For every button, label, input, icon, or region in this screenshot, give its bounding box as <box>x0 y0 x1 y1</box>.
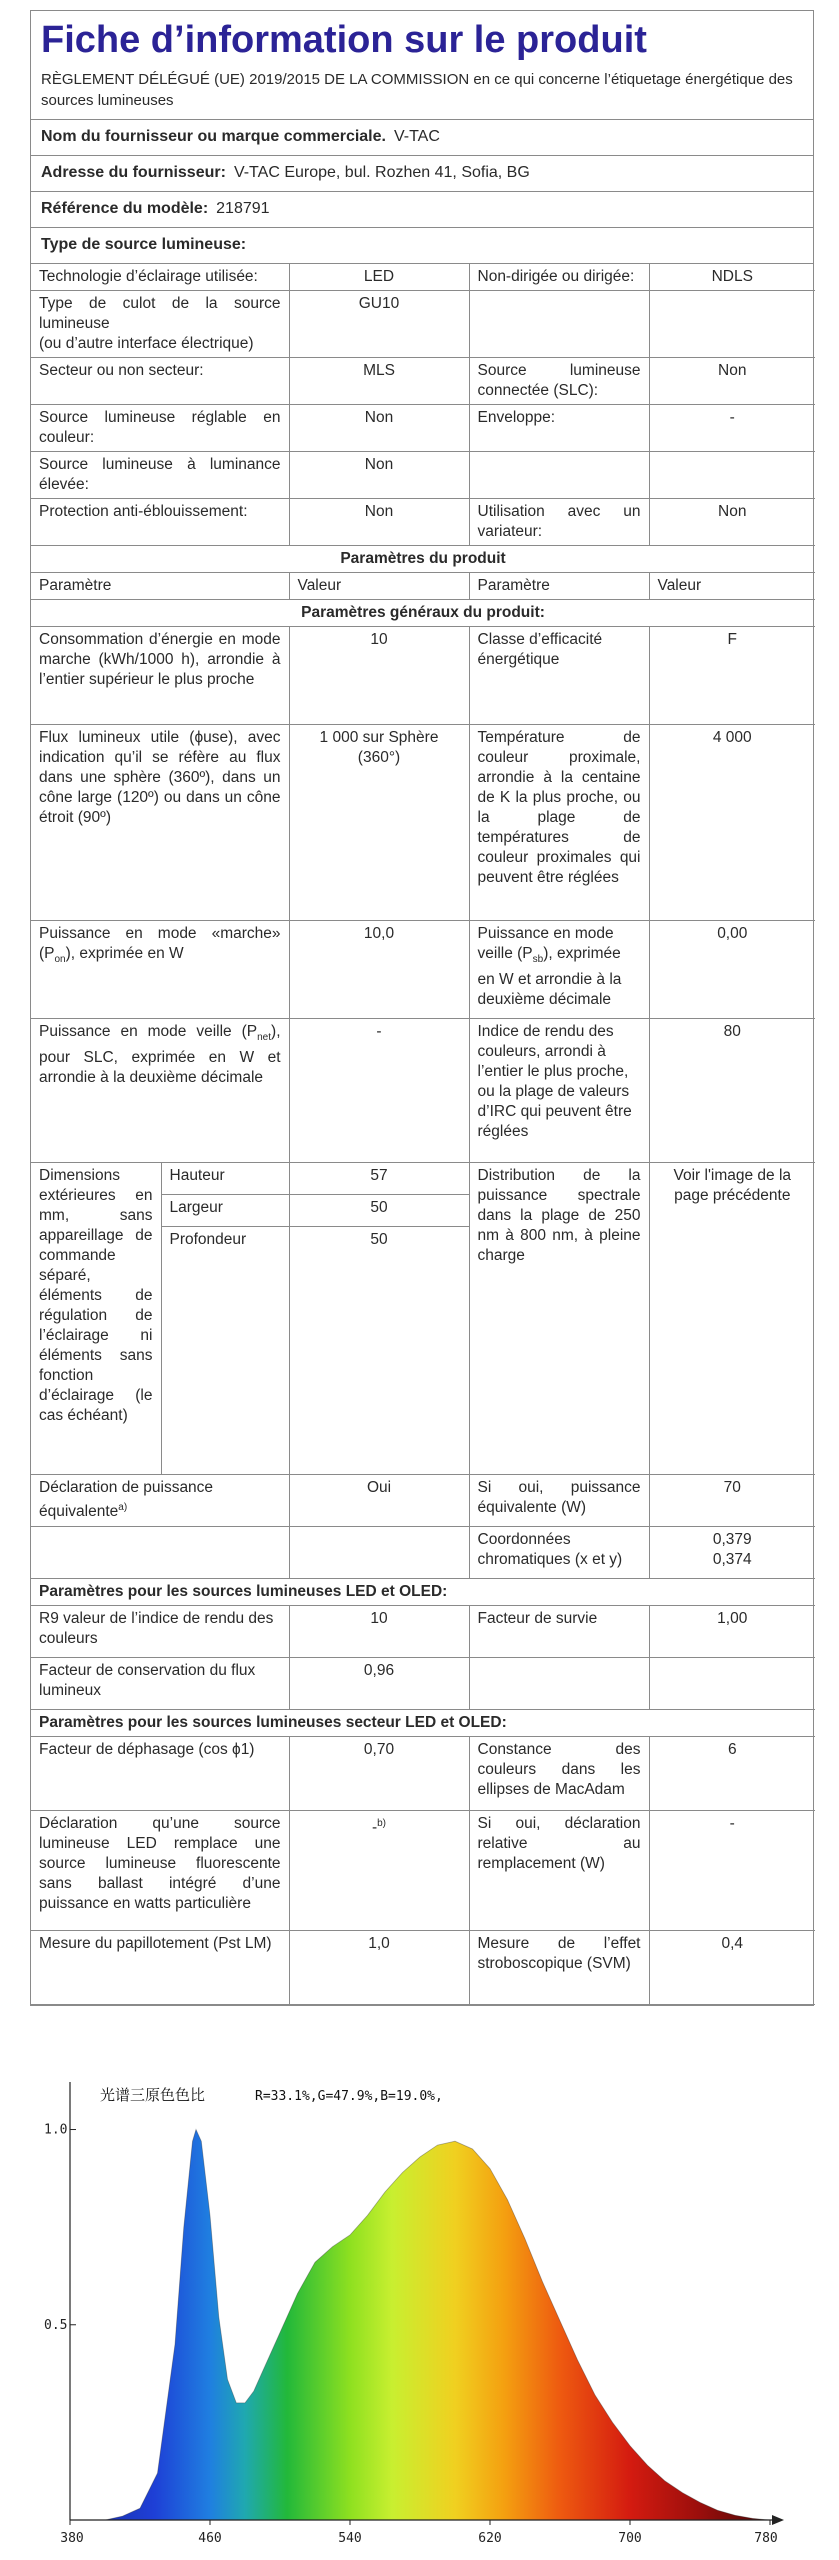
macadam-label: Constance des couleurs dans les ellipses de MacAdam <box>469 1737 649 1811</box>
spectral-distribution-label: Distribution de la puissance spectrale dans la plage de 250 nm à 800 nm, à pleine charge <box>469 1163 649 1475</box>
flicker-value: 1,0 <box>289 1931 469 2005</box>
mains-heading-row <box>31 1710 815 1737</box>
on-power-label <box>31 921 289 1019</box>
col-value-header: Valeur <box>289 573 469 600</box>
equivalent-watts-value: 70 <box>649 1475 815 1527</box>
model-reference-label: Référence du modèle: <box>41 200 209 217</box>
source-type-row <box>31 264 815 291</box>
x-tick-group <box>60 2520 777 2546</box>
y-tick-label: 1.0 <box>44 2122 68 2138</box>
flux-row <box>31 725 815 921</box>
x-tick-label: 620 <box>478 2531 502 2546</box>
chromaticity-row <box>31 1527 815 1579</box>
y-tick-label: 0.5 <box>44 2317 68 2333</box>
flux-label: Flux lumineux utile (ϕuse), avec indication qu’il se réfère au flux dans une sphère (360º), dans un cône large (120º) ou dans un cône étroit (90º) <box>31 725 289 921</box>
standby-power-label-b: ), exprimée en W et arrondie à la deuxième décimale <box>477 945 622 1009</box>
chart-annotation: R=33.1%,G=47.9%,B=19.0%, <box>255 2089 443 2104</box>
replacement-watts-label: Si oui, déclaration relative au remplacement (W) <box>469 1811 649 1931</box>
width-value: 50 <box>289 1195 469 1227</box>
standby-power-label <box>469 921 649 1019</box>
energy-class-label: Classe d’efficacité énergétique <box>469 627 649 725</box>
r9-value: 10 <box>289 1606 469 1658</box>
regulation-text: RÈGLEMENT DÉLÉGUÉ (UE) 2019/2015 DE LA COMMISSION en ce qui concerne l’étiquetage énergétique des sources lumineuses <box>31 65 813 120</box>
tunable-value: Non <box>289 405 469 452</box>
net-standby-sub: net <box>257 1032 272 1044</box>
col-param-header: Paramètre <box>31 573 289 600</box>
power-factor-row <box>31 1737 815 1811</box>
net-standby-row <box>31 1019 815 1163</box>
dimmable-label: Utilisation avec un variateur: <box>469 499 649 546</box>
net-standby-label-a: Puissance en mode veille (P <box>39 1023 258 1040</box>
general-parameters-heading-row <box>31 600 815 627</box>
energy-class-value: F <box>649 627 815 725</box>
supplier-name-value: V-TAC <box>393 128 440 145</box>
empty-label <box>469 452 649 499</box>
connected-label: Source lumineuse connectée (SLC): <box>469 358 649 405</box>
svm-label: Mesure de l’effet stroboscopique (SVM) <box>469 1931 649 2005</box>
high-luminance-value: Non <box>289 452 469 499</box>
source-type-row <box>31 499 815 546</box>
on-power-sub: on <box>54 954 66 966</box>
flux-value: 1 000 sur Sphère (360°) <box>289 725 469 921</box>
flux-maintenance-value: 0,96 <box>289 1658 469 1710</box>
replacement-value <box>289 1811 469 1931</box>
energy-row <box>31 627 815 725</box>
col-value-header-2: Valeur <box>649 573 815 600</box>
glare-shield-value: Non <box>289 499 469 546</box>
chromaticity-x: 0,379 <box>712 1531 752 1548</box>
product-information-sheet <box>30 10 814 2006</box>
flux-maintenance-label: Facteur de conservation du flux lumineux <box>31 1658 289 1710</box>
replacement-label: Déclaration qu’une source lumineuse LED remplace une source lumineuse fluorescente sans ballast intégré d’une puissance en watts particulière <box>31 1811 289 1931</box>
equivalent-power-label <box>31 1475 289 1527</box>
x-tick-label: 460 <box>198 2531 222 2546</box>
supplier-name-row <box>31 120 813 156</box>
svm-value: 0,4 <box>649 1931 815 2005</box>
empty-value <box>649 452 815 499</box>
source-type-table <box>31 264 815 546</box>
high-luminance-label: Source lumineuse à luminance élevée: <box>31 452 289 499</box>
standby-power-label-a: Puissance en mode veille (P <box>477 925 614 962</box>
equivalent-power-label-text: Déclaration de puissance équivalente <box>39 1479 214 1521</box>
cap-type-value: GU10 <box>289 291 469 358</box>
supplier-name-label: Nom du fournisseur ou marque commerciale. <box>41 128 386 145</box>
standby-power-sub: sb <box>532 954 544 966</box>
mains-label: Secteur ou non secteur: <box>31 358 289 405</box>
led-oled-heading-row <box>31 1579 815 1606</box>
x-tick-label: 380 <box>60 2531 84 2546</box>
column-header-row <box>31 573 815 600</box>
depth-label: Profondeur <box>161 1227 289 1475</box>
net-standby-value: - <box>289 1019 469 1163</box>
source-type-row <box>31 405 815 452</box>
net-standby-label <box>31 1019 289 1163</box>
height-label: Hauteur <box>161 1163 289 1195</box>
source-type-row <box>31 358 815 405</box>
col-param-header-2: Paramètre <box>469 573 649 600</box>
empty-label <box>469 291 649 358</box>
energy-label: Consommation d’énergie en mode marche (kWh/1000 h), arrondie à l’entier supérieur le plus proche <box>31 627 289 725</box>
on-power-value: 10,0 <box>289 921 469 1019</box>
cap-type-label: Type de culot de la source lumineuse (ou d’autre interface électrique) <box>31 291 289 358</box>
depth-value: 50 <box>289 1227 469 1475</box>
equivalent-power-footnote: a) <box>118 1502 128 1513</box>
supplier-address-value: V-TAC Europe, bul. Rozhen 41, Sofia, BG <box>233 164 530 181</box>
source-type-row <box>31 291 815 358</box>
technology-label: Technologie d’éclairage utilisée: <box>31 264 289 291</box>
equivalent-power-row <box>31 1475 815 1527</box>
r9-row <box>31 1606 815 1658</box>
model-reference-value: 218791 <box>216 200 270 217</box>
power-factor-value: 0,70 <box>289 1737 469 1811</box>
cct-label: Température de couleur proximale, arrondie à la centaine de K la plus proche, ou la plage de températures de couleur proximales qui peuvent être réglées <box>469 725 649 921</box>
x-axis-arrow-icon <box>772 2515 784 2525</box>
connected-value: Non <box>649 358 815 405</box>
mains-value: MLS <box>289 358 469 405</box>
model-reference-row <box>31 192 813 228</box>
tunable-label: Source lumineuse réglable en couleur: <box>31 405 289 452</box>
spectral-distribution-value: Voir l'image de la page précédente <box>649 1163 815 1475</box>
survival-label: Facteur de survie <box>469 1606 649 1658</box>
macadam-value: 6 <box>649 1737 815 1811</box>
dimensions-label: Dimensions extérieures en mm, sans appareillage de commande séparé, éléments de régulation de l’éclairage ni éléments sans fonction d’éclairage (le cas échéant) <box>31 1163 161 1475</box>
net-standby-label-b: ), pour SLC, exprimée en W et arrondie à la deuxième décimale <box>39 1023 281 1087</box>
envelope-value: - <box>649 405 815 452</box>
spectrum-area <box>70 2130 770 2521</box>
direction-value: NDLS <box>649 264 815 291</box>
power-factor-label: Facteur de déphasage (cos ϕ1) <box>31 1737 289 1811</box>
supplier-address-label: Adresse du fournisseur: <box>41 164 226 181</box>
on-power-label-b: ), exprimée en W <box>65 945 184 962</box>
dimmable-value: Non <box>649 499 815 546</box>
cri-value: 80 <box>649 1019 815 1163</box>
source-type-heading-row <box>31 228 813 264</box>
cri-label: Indice de rendu des couleurs, arrondi à l’entier le plus proche, ou la plage de valeurs d’IRC qui peuvent être réglées <box>469 1019 649 1163</box>
equivalent-power-value: Oui <box>289 1475 469 1527</box>
flicker-label: Mesure du papillotement (Pst LM) <box>31 1931 289 2005</box>
standby-power-value: 0,00 <box>649 921 815 1019</box>
chromaticity-y: 0,374 <box>712 1551 752 1568</box>
x-tick-label: 540 <box>338 2531 362 2546</box>
source-type-row <box>31 452 815 499</box>
y-tick-group <box>44 2123 76 2333</box>
led-oled-table <box>31 1579 815 2005</box>
width-label: Largeur <box>161 1195 289 1227</box>
chromaticity-empty <box>31 1527 289 1579</box>
empty-value <box>649 291 815 358</box>
general-parameters-heading: Paramètres généraux du produit: <box>31 600 815 627</box>
replacement-watts-value: - <box>649 1811 815 1931</box>
product-parameters-table <box>31 546 815 1579</box>
envelope-label: Enveloppe: <box>469 405 649 452</box>
mains-heading: Paramètres pour les sources lumineuses secteur LED et OLED: <box>31 1710 815 1737</box>
direction-label: Non-dirigée ou dirigée: <box>469 264 649 291</box>
chart-title: 光谱三原色色比 <box>100 2086 206 2104</box>
flux-maintenance-empty <box>469 1658 649 1710</box>
height-value: 57 <box>289 1163 469 1195</box>
page-title: Fiche d’information sur le produit <box>41 19 647 61</box>
technology-value: LED <box>289 264 469 291</box>
dimension-height-row <box>31 1163 815 1195</box>
cct-value: 4 000 <box>649 725 815 921</box>
product-parameters-heading: Paramètres du produit <box>31 546 815 573</box>
glare-shield-label: Protection anti-éblouissement: <box>31 499 289 546</box>
on-power-label-a: Puissance en mode «marche» (P <box>39 925 281 962</box>
led-oled-heading: Paramètres pour les sources lumineuses LED et OLED: <box>31 1579 815 1606</box>
chromaticity-label: Coordonnées chromatiques (x et y) <box>469 1527 649 1579</box>
source-type-heading: Type de source lumineuse: <box>41 236 247 253</box>
flicker-row <box>31 1931 815 2005</box>
r9-label: R9 valeur de l’indice de rendu des couleurs <box>31 1606 289 1658</box>
energy-value: 10 <box>289 627 469 725</box>
product-parameters-heading-row <box>31 546 815 573</box>
x-tick-label: 780 <box>754 2531 778 2546</box>
flux-maintenance-row <box>31 1658 815 1710</box>
survival-value: 1,00 <box>649 1606 815 1658</box>
spectral-distribution-chart <box>40 2080 820 2550</box>
chromaticity-values <box>649 1527 815 1579</box>
on-power-row <box>31 921 815 1019</box>
supplier-address-row <box>31 156 813 192</box>
flux-maintenance-empty-2 <box>649 1658 815 1710</box>
x-tick-label: 700 <box>618 2531 642 2546</box>
chromaticity-empty-2 <box>289 1527 469 1579</box>
equivalent-watts-label: Si oui, puissance équivalente (W) <box>469 1475 649 1527</box>
replacement-footnote: b) <box>377 1818 387 1829</box>
replacement-row <box>31 1811 815 1931</box>
replacement-value-text: - <box>371 1819 378 1837</box>
